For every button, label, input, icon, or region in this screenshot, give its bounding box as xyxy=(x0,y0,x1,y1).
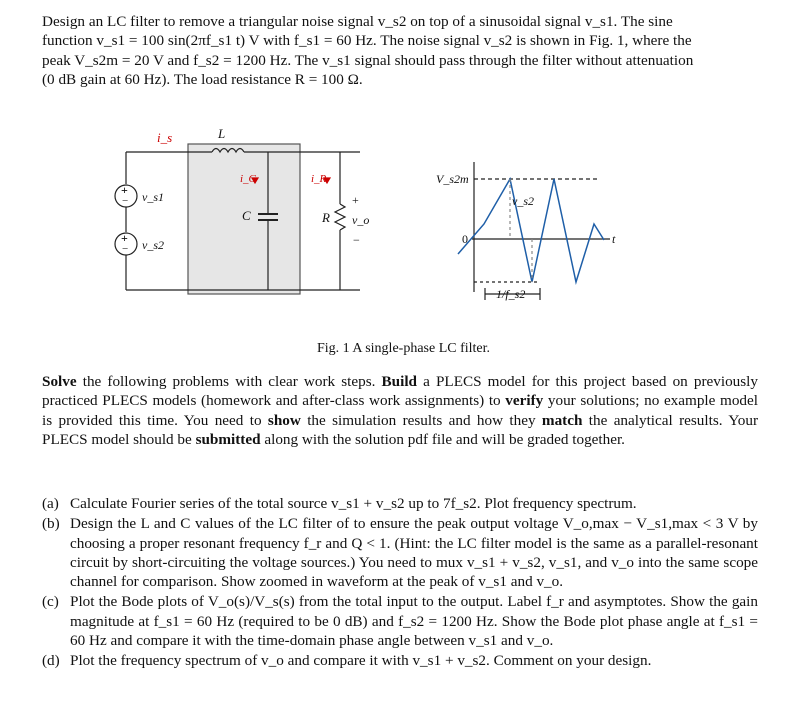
solve-text: along with the solution pdf file and will be graded together. xyxy=(260,430,625,448)
instructions-paragraph xyxy=(42,372,758,449)
question-text: Calculate Fourier series of the total source v_s1 + v_s2 up to 7f_s2. Plot frequency spectrum. xyxy=(70,495,637,512)
triangular-waveform xyxy=(458,162,610,300)
solve-text: the following problems with clear work steps. xyxy=(76,373,382,390)
question-item xyxy=(42,494,758,513)
time-axis-label: t xyxy=(612,232,616,246)
resistor-label: R xyxy=(322,210,330,225)
intro-line: Design an LC filter to remove a triangular noise signal v_s2 on top of a sinusoidal signal v_s1. The sine xyxy=(42,13,673,30)
peak-label: V_s2m xyxy=(436,172,469,186)
ic-label: i_C xyxy=(240,173,256,185)
vo-plus: + xyxy=(352,193,359,207)
question-item xyxy=(42,592,758,650)
vs2-label: v_s2 xyxy=(142,238,164,252)
svg-text:+: + xyxy=(121,231,128,245)
figure-caption: Fig. 1 A single-phase LC filter. xyxy=(316,341,491,356)
bold-show: show xyxy=(267,411,301,429)
question-text: Design the L and C values of the LC filter of to ensure the peak output voltage V_o,max − V_s1,max < 3 V by choosing a proper resonant frequency f_r and Q < 1. (Hint: the LC filter model is the same as a parallel-resonant circuit by short-circuiting the voltage sources.) You need to mux v_s1 + v_s2, v_s1, and v_o into the same scope channel for comparison. Show zoomed in waveform at the peak of v_s1 and v_o. xyxy=(70,515,758,591)
question-label: (c) xyxy=(42,593,59,611)
question-item xyxy=(42,514,758,591)
capacitor-label: C xyxy=(242,208,251,223)
bold-solve: Solve xyxy=(42,373,77,390)
inductor-label: L xyxy=(218,126,226,141)
bold-submitted: submitted xyxy=(195,430,261,448)
ir-label: i_R xyxy=(311,173,327,185)
intro-line: (0 dB gain at 60 Hz). The load resistance R = 100 Ω. xyxy=(42,70,363,88)
resistor-symbol xyxy=(335,204,345,230)
lc-filter-figure xyxy=(100,112,660,312)
vs1-label: v_s1 xyxy=(142,190,164,204)
intro-line: peak V_s2m = 20 V and f_s2 = 1200 Hz. The v_s1 signal should pass through the filter without attenuation xyxy=(42,51,694,69)
waveform-signal-label: v_s2 xyxy=(512,194,534,208)
bold-build: Build xyxy=(381,373,417,390)
problem-statement xyxy=(42,12,758,89)
question-list xyxy=(42,494,758,672)
question-item xyxy=(42,651,758,670)
question-text: Plot the frequency spectrum of v_o and compare it with v_s1 + v_s2. Comment on your design. xyxy=(70,652,652,670)
vo-minus: − xyxy=(353,233,360,247)
solve-text: the analytical results. Your PLECS model should be xyxy=(42,411,759,448)
bold-match: match xyxy=(541,411,583,429)
question-label: (d) xyxy=(42,652,60,670)
solve-text: a PLECS model for this project based on previously practiced PLECS models (homework and after-class work assignments) to xyxy=(42,373,758,410)
solve-text: the simulation results and how they xyxy=(300,411,542,429)
svg-text:−: − xyxy=(122,243,129,255)
is-label: i_s xyxy=(157,130,173,145)
svg-text:−: − xyxy=(122,195,129,207)
svg-text:+: + xyxy=(121,183,128,197)
zero-label: 0 xyxy=(462,232,468,246)
vo-label: v_o xyxy=(352,213,370,227)
solve-text: your solutions; no example model is provided this time. You need to xyxy=(42,392,758,429)
question-label: (a) xyxy=(42,495,59,512)
question-text: Plot the Bode plots of V_o(s)/V_s(s) from the total input to the output. Label f_r and asymptotes. Show the gain magnitude at f_s1 = 60 Hz (required to be 0 dB) and f_s2 = 1200 Hz. Show the Bode plot phase angle at f_s1 = 60 Hz and compare it with the time-domain phase angle between v_s1 and v_o. xyxy=(70,593,758,650)
intro-line: function v_s1 = 100 sin(2πf_s1 t) V with f_s1 = 60 Hz. The noise signal v_s2 is shown in Fig. 1, where the xyxy=(42,32,692,50)
period-label: 1/f_s2 xyxy=(496,287,526,301)
bold-verify: verify xyxy=(505,392,544,410)
question-label: (b) xyxy=(42,515,60,533)
